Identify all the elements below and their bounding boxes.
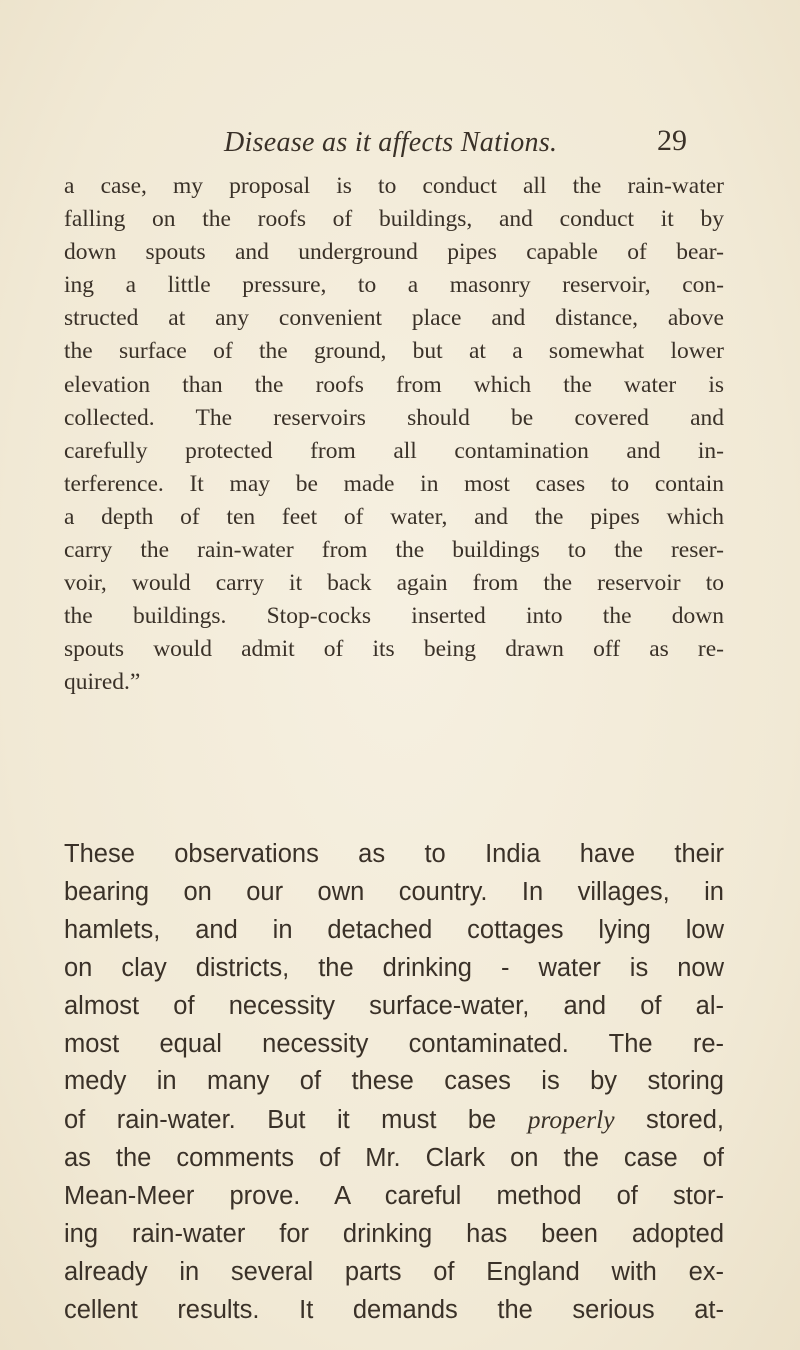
emphasized-word: properly xyxy=(527,1105,615,1135)
text-line: on clay districts, the drinking - water is now xyxy=(64,953,724,982)
text-line: the buildings. Stop-cocks inserted into the down xyxy=(64,603,724,630)
text-line-lead: of rain-water. But it must be xyxy=(64,1106,497,1135)
paragraph-quotation xyxy=(64,170,724,700)
text-line: bearing on our own country. In villages, in xyxy=(64,877,724,906)
text-line: collected. The reservoirs should be covered and xyxy=(64,404,724,431)
text-line-tail: stored, xyxy=(646,1106,724,1135)
text-line: ing a little pressure, to a masonry reservoir, con- xyxy=(64,272,724,299)
text-line: medy in many of these cases is by storing xyxy=(64,1067,724,1096)
running-head-title: Disease as it affects Nations. xyxy=(224,127,558,158)
text-line: terference. It may be made in most cases to contain xyxy=(64,470,724,497)
text-line: carefully protected from all contamination and in- xyxy=(64,437,724,464)
text-line: the surface of the ground, but at a somewhat lower xyxy=(64,338,724,365)
text-line: elevation than the roofs from which the water is xyxy=(64,371,724,398)
text-line: structed at any convenient place and distance, above xyxy=(64,305,724,332)
text-line: a case, my proposal is to conduct all the rain-water xyxy=(64,173,724,199)
text-line: quired.” xyxy=(64,669,141,696)
text-line-emphasis xyxy=(64,1101,724,1140)
text-line: voir, would carry it back again from the reservoir to xyxy=(64,570,724,597)
page-number: 29 xyxy=(657,124,687,157)
text-line: Mean-Meer prove. A careful method of stor- xyxy=(64,1182,724,1211)
text-line: carry the rain-water from the buildings to the reser- xyxy=(64,537,724,564)
text-line: down spouts and underground pipes capable of bear- xyxy=(64,239,724,266)
text-line: as the comments of Mr. Clark on the case of xyxy=(64,1144,724,1173)
text-line: spouts would admit of its being drawn off as re- xyxy=(64,636,724,663)
text-line: ing rain-water for drinking has been adopted xyxy=(64,1220,724,1249)
text-line: already in several parts of England with ex- xyxy=(64,1257,724,1286)
text-line: These observations as to India have their xyxy=(64,840,724,868)
paragraph-commentary xyxy=(64,836,724,1330)
text-line: hamlets, and in detached cottages lying low xyxy=(64,915,724,944)
text-line: almost of necessity surface-water, and of al- xyxy=(64,991,724,1020)
text-line: most equal necessity contaminated. The re- xyxy=(64,1029,724,1058)
text-line: falling on the roofs of buildings, and conduct it by xyxy=(64,206,724,233)
text-line: cellent results. It demands the serious at- xyxy=(64,1295,724,1324)
text-line: a depth of ten feet of water, and the pipes which xyxy=(64,503,724,530)
